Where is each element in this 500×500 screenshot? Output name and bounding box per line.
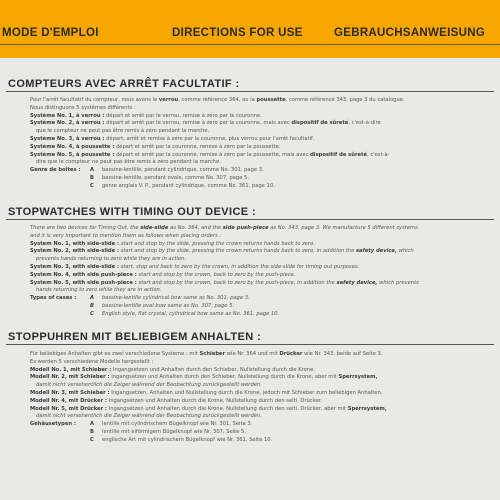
- case-types: Types of cases : A bassine-lentille cylindrical bow same as No. 301, page 3. B bassine-lentille oval bow same as No. 307, page 5. C English style, flat crystal, cylindrical bow same as No. 361, page 10.: [30, 295, 280, 317]
- system-1: System No. 1, with side-slide : start and stop by the slide, pressing the crown returns hands back to zero.: [30, 240, 315, 247]
- system-2: Système No. 2, à verrou : départ et arrêt par le verrou, remise à zéro par la couronne, mais avec dispositif de sûreté, c'est-à-dire: [30, 120, 381, 127]
- section-title-german: STOPPUHREN MIT BELIEBIGEM ANHALTEN :: [8, 331, 262, 343]
- section-body-german: [30, 351, 492, 445]
- system-5-continued: hands returning to zero while they are in action.: [36, 287, 162, 294]
- intro-line: Nous distinguons 5 systèmes différents :: [30, 104, 136, 111]
- system-2: Modell Nr. 2, mit Schieber : Ingangsetzen und Anhalten durch den Schieber, Nullstellung durch die Krone, aber mit Sperrsystem,: [30, 374, 378, 381]
- case-c: C genre anglais V. P., pendant cylindrique, comme No. 361, page 10.: [90, 182, 275, 189]
- system-2-continued: que le compteur ne peut pas être remis à zéro pendant la marche.: [36, 128, 210, 135]
- intro-line: There are two devices for Timing Out, the side-slide as No. 364, and the side push-piece as No. 343, page 3. We manufacture 5 different systems: [30, 225, 418, 231]
- section-title-english: STOPWATCHES WITH TIMING OUT DEVICE :: [8, 206, 257, 218]
- system-4: System No. 4, with side push-piece : start and stop by the crown, back to zero by the push-piece.: [30, 271, 296, 278]
- header-divider: [0, 44, 500, 45]
- section-body-french: [30, 97, 492, 191]
- header-band: [0, 0, 500, 58]
- case-a: A bassine-lentille cylindrical bow same as No. 301, page 3.: [90, 295, 250, 302]
- case-a: A lentille mit cylindrischem Bügelknopf wie Nr. 301, Seite 3.: [90, 421, 253, 428]
- system-3: Système No. 3, à verrou : départ, arrêt et remise à zéro par la couronne, plus verrou pour l'arrêt facultatif.: [30, 135, 315, 142]
- system-5-continued: damit nicht versehentlich die Zeiger während der Beobachtung zurückgestellt werden.: [36, 413, 262, 420]
- header-english: DIRECTIONS FOR USE: [172, 27, 303, 39]
- section-body-english: [30, 225, 492, 319]
- system-5: Système No. 5, à poussette : départ et arrêt par la couronne, remise à zéro par la poussette, mais avec dispositif de sûreté, c'est-à-: [30, 151, 390, 158]
- system-1: Système No. 1, à verrou : départ et arrêt par le verrou, remise à zéro par la couronne.: [30, 112, 262, 119]
- header-french: MODE D'EMPLOI: [2, 27, 99, 39]
- system-3: System No. 3, with side-slide : start, stop and back to zero by the crown, in addition the side-slide for timing out purposes.: [30, 263, 360, 270]
- header-german: GEBRAUCHSANWEISUNG: [334, 27, 486, 39]
- system-4: Modell Nr. 4, mit Drücker : Ingangsetzen und Anhalten durch die Krone, Nullstellung durch den seitl. Drücker.: [30, 397, 322, 404]
- system-1: Modell No. 1, mit Schieber : Ingangsetzen und Anhalten durch den Schieber, Nullstellung durch die Krone.: [30, 366, 315, 373]
- case-b: B bassine-lentille, pendant ovale, comme No. 307, page 5.: [90, 174, 249, 181]
- intro-line: Für beliebiges Anhalten gibt es zwei verschiedene Systeme : mit Schieber wie Nr. 364 und mit Drücker wie Nr. 343, beide auf Seite 3.: [30, 351, 383, 357]
- system-2: System No. 2, with side-slide : start and stop by the slide, pressing the crown returns hands back to zero, in addition the safety device, which: [30, 248, 414, 255]
- intro-line: Es werden 5 verschiedene Modelle hergestellt :: [30, 358, 154, 365]
- system-5: Modell Nr. 5, mit Drücker : Ingangsetzen und Anhalten durch die Krone, Nullstellung durch den seitl. Drücker, aber mit Sperrsystem,: [30, 405, 387, 412]
- case-c: C English style, flat crystal, cylindrical bow same as No. 361, page 10.: [90, 310, 280, 317]
- system-3: Modell Nr. 3, mit Schieber : Ingangsetzen, Anhalten und Nullstellung durch die Krone, jedoch mit Schieber zum beliebigen Anhalten.: [30, 389, 383, 396]
- system-5: System No. 5, with side push-piece : start and stop by the crown, back to zero by the push-piece, in addition the safety device, which prevents: [30, 279, 419, 286]
- section-rule-german: [6, 344, 494, 345]
- case-types: Gehäusetypen : A lentille mit cylindrischem Bügelknopf wie Nr. 301, Seite 3. B lentille mit eiförmigem Bügelknopf wie Nr. 307, Seite 5. C englische Art mit cylindrischem Bügelknopf wie Nr. 361, Seite 10.: [30, 421, 273, 443]
- system-2-continued: prevents hands returning to zero while they are in action.: [36, 256, 187, 263]
- case-b: B lentille mit eiförmigem Bügelknopf wie Nr. 307, Seite 5.: [90, 428, 246, 435]
- intro-line: Pour l'arrêt facultatif du compteur, nous avons le verrou, comme référence 364, ou la poussette, comme référence 343, page 3 du catalogue.: [30, 97, 405, 103]
- system-2-continued: damit nicht versehentlich die Zeiger während der Beobachtung zurückgestellt werden.: [36, 382, 262, 389]
- section-title-french: COMPTEURS AVEC ARRÊT FACULTATIF :: [8, 78, 240, 90]
- case-types: Genre de boîtes : A bassine-lentille, pendant cylindrique, comme No. 301, page 3. B bassine-lentille, pendant ovale, comme No. 307, page 5. C genre anglais V. P., pendant cylindrique, comme No. 361, page 10.: [30, 167, 275, 189]
- system-4: Système No. 4, à poussette : départ et arrêt par la couronne, remise à zéro par la poussette.: [30, 143, 281, 150]
- intro-line: and it is very important to mention them as follows when placing orders :: [30, 232, 222, 239]
- case-b: B bassine-lentille oval bow same as No. 307, page 5.: [90, 302, 235, 309]
- section-rule-english: [6, 219, 494, 220]
- case-c: C englische Art mit cylindrischem Bügelknopf wie Nr. 361, Seite 10.: [90, 436, 273, 443]
- system-5-continued: dire que le compteur ne peut pas être remis à zéro pendant la marche.: [36, 159, 221, 166]
- section-rule-french: [6, 91, 494, 92]
- case-a: A bassine-lentille, pendant cylindrique, comme No. 301, page 3.: [90, 167, 264, 174]
